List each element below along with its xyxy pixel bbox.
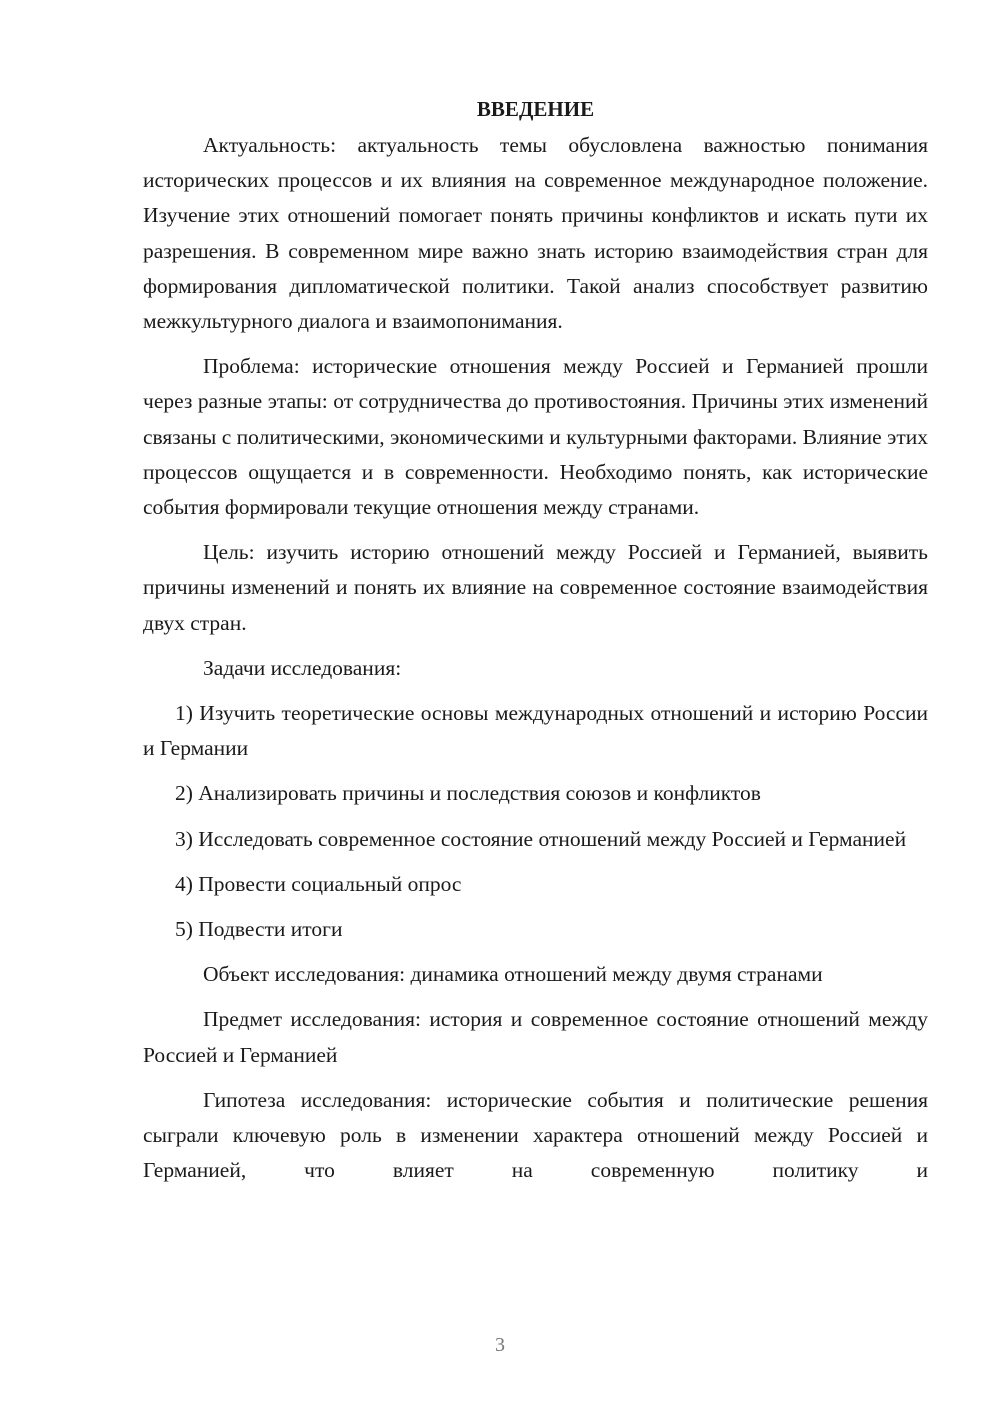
- paragraph-subject: Предмет исследования: история и современное состояние отношений между Россией и Германией: [143, 1007, 928, 1067]
- task-item-3: 3) Исследовать современное состояние отношений между Россией и Германией: [175, 826, 907, 851]
- task-item-1: 1) Изучить теоретические основы международных отношений и историю России и Германии: [143, 701, 928, 761]
- section-title: ВВЕДЕНИЕ: [476, 97, 595, 121]
- paragraph-problem: Проблема: исторические отношения между Россией и Германией прошли через разные этапы: от сотрудничества до противостояния. Причины этих изменений связаны с политическими, экономическими и культурными факторами. Влияние этих процессов ощущается и в современности. Необходимо понять, как исторические события формировали текущие отношения между странами.: [143, 354, 928, 520]
- task-item-4: 4) Провести социальный опрос: [175, 871, 462, 896]
- paragraph-relevance: Актуальность: актуальность темы обусловлена важностью понимания исторических процессов и их влияния на современное международное положение. Изучение этих отношений помогает понять причины конфликтов и искать пути их разрешения. В современном мире важно знать историю взаимодействия стран для формирования дипломатической политики. Такой анализ способствует развитию межкультурного диалога и взаимопонимания.: [143, 133, 928, 334]
- document-page: [143, 92, 928, 1188]
- paragraph-object: Объект исследования: динамика отношений между двумя странами: [203, 962, 823, 987]
- task-item-2: 2) Анализировать причины и последствия союзов и конфликтов: [175, 781, 761, 806]
- paragraph-goal: Цель: изучить историю отношений между Россией и Германией, выявить причины изменений и понять их влияние на современное состояние взаимодействия двух стран.: [143, 540, 928, 635]
- page-number: 3: [495, 1334, 505, 1356]
- paragraph-hypothesis: Гипотеза исследования: исторические события и политические решения сыграли ключевую роль в изменении характера отношений между Россией и Германией, что влияет на современную политику и: [143, 1087, 928, 1183]
- task-item-5: 5) Подвести итоги: [175, 917, 343, 942]
- tasks-heading: Задачи исследования:: [203, 655, 402, 680]
